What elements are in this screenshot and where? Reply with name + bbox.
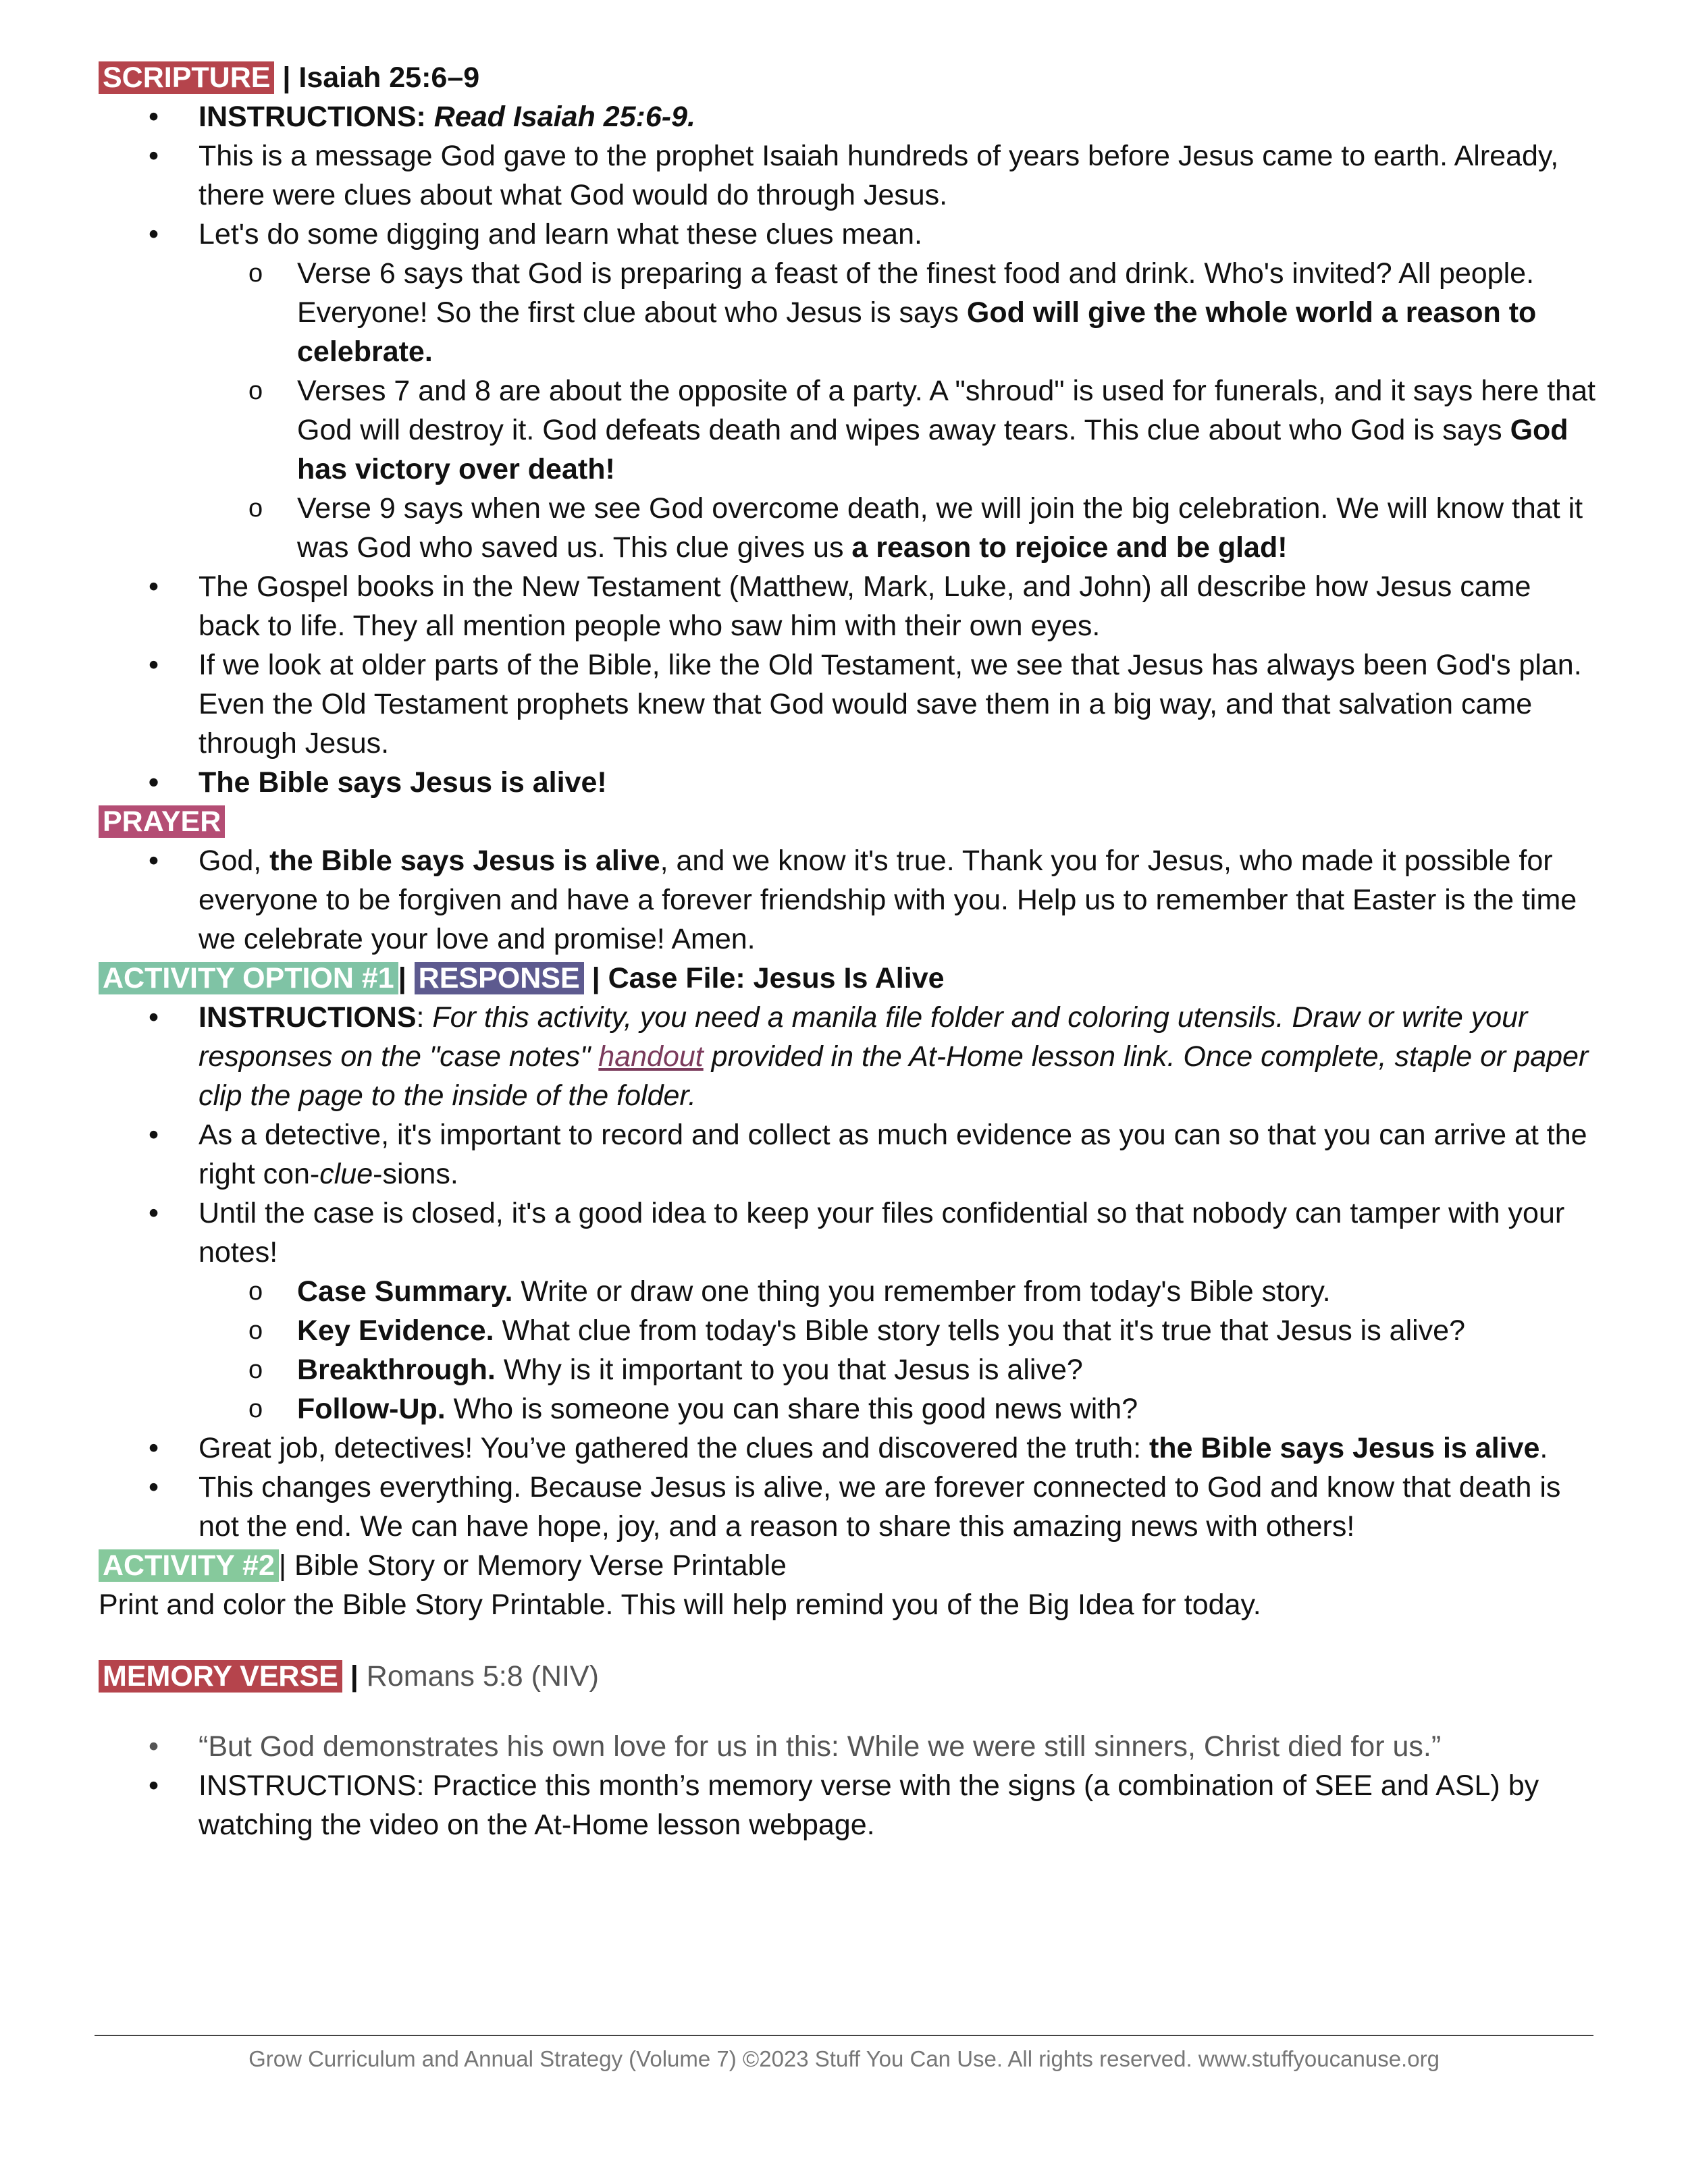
- response-tag: RESPONSE: [415, 962, 584, 994]
- activity1-tag: ACTIVITY OPTION #1: [99, 962, 398, 994]
- list-item: • Until the case is closed, it's a good idea to keep your files confidential so that nobody can tamper with your notes!: [99, 1194, 1598, 1272]
- activity2-title: | Bible Story or Memory Verse Printable: [278, 1549, 787, 1582]
- prayer-list: [99, 841, 1598, 959]
- list-item: • The Bible says Jesus is alive!: [99, 763, 1598, 802]
- prayer-tag: PRAYER: [99, 805, 225, 838]
- memory-verse-reference: Romans 5:8 (NIV): [366, 1660, 599, 1693]
- activity1-heading: ACTIVITY OPTION #1 | RESPONSE | Case File: Jesus Is Alive: [99, 959, 1598, 998]
- footer-text: Grow Curriculum and Annual Strategy (Volume 7) ©2023 Stuff You Can Use. All rights reserved. www.stuffyoucanuse.org: [248, 2046, 1440, 2071]
- memory-verse-list: [99, 1727, 1598, 1844]
- activity1-list: [99, 998, 1598, 1546]
- footer-divider: [95, 2035, 1593, 2036]
- sub-list-item: o Key Evidence. What clue from today's Bible story tells you that it's true that Jesus is alive?: [99, 1311, 1598, 1350]
- memory-verse-tag: MEMORY VERSE: [99, 1660, 342, 1693]
- list-item: • Great job, detectives! You’ve gathered the clues and discovered the truth: the Bible says Jesus is alive.: [99, 1429, 1598, 1468]
- sub-list-item: o Verses 7 and 8 are about the opposite of a party. A "shroud" is used for funerals, and it says here that God will destroy it. God defeats death and wipes away tears. This clue about who God is says God has victory over death!: [99, 371, 1598, 489]
- list-item: • INSTRUCTIONS: Read Isaiah 25:6-9.: [99, 97, 1598, 136]
- sub-list-item: o Breakthrough. Why is it important to you that Jesus is alive?: [99, 1350, 1598, 1389]
- activity2-heading: [99, 1546, 1598, 1585]
- list-item: • This changes everything. Because Jesus is alive, we are forever connected to God and know that death is not the end. We can have hope, joy, and a reason to share this amazing news with others!: [99, 1468, 1598, 1546]
- prayer-heading: [99, 802, 1598, 841]
- list-item: • INSTRUCTIONS: Practice this month’s memory verse with the signs (a combination of SEE and ASL) by watching the video on the At-Home lesson webpage.: [99, 1766, 1598, 1844]
- handout-link[interactable]: handout: [598, 1040, 704, 1073]
- sub-list-item: o Case Summary. Write or draw one thing you remember from today's Bible story.: [99, 1272, 1598, 1311]
- list-item: • As a detective, it's important to record and collect as much evidence as you can so that you can arrive at the right con-clue-sions.: [99, 1115, 1598, 1194]
- list-item: • God, the Bible says Jesus is alive, and we know it's true. Thank you for Jesus, who made it possible for everyone to be forgiven and have a forever friendship with you. Help us to remember that Easter is the time we celebrate your love and promise! Amen.: [99, 841, 1598, 959]
- memory-verse-heading: MEMORY VERSE | Romans 5:8 (NIV): [99, 1657, 1598, 1696]
- activity2-tag: ACTIVITY #2: [99, 1549, 279, 1582]
- document-page: [99, 58, 1598, 1844]
- activity2-text: Print and color the Bible Story Printable. This will help remind you of the Big Idea for today.: [99, 1589, 1261, 1621]
- list-item: • The Gospel books in the New Testament (Matthew, Mark, Luke, and John) all describe how Jesus came back to life. They all mention people who saw him with their own eyes.: [99, 567, 1598, 645]
- list-item: • “But God demonstrates his own love for us in this: While we were still sinners, Christ died for us.”: [99, 1727, 1598, 1766]
- sub-list-item: o Verse 6 says that God is preparing a feast of the finest food and drink. Who's invited? All people. Everyone! So the first clue about who Jesus is says God will give the whole world a reason to celebrate.: [99, 254, 1598, 371]
- list-item: • This is a message God gave to the prophet Isaiah hundreds of years before Jesus came to earth. Already, there were clues about what God would do through Jesus.: [99, 136, 1598, 215]
- sub-list-item: o Verse 9 says when we see God overcome death, we will join the big celebration. We will know that it was God who saved us. This clue gives us a reason to rejoice and be glad!: [99, 489, 1598, 567]
- list-item: • INSTRUCTIONS: For this activity, you need a manila file folder and coloring utensils. Draw or write your responses on the "case notes" handout provided in the At-Home lesson link. Once complete, staple or paper clip the page to the inside of the folder.: [99, 998, 1598, 1115]
- list-item: • Let's do some digging and learn what these clues mean.: [99, 215, 1598, 254]
- activity1-title: Case File: Jesus Is Alive: [608, 962, 945, 994]
- sub-list-item: o Follow-Up. Who is someone you can share this good news with?: [99, 1389, 1598, 1429]
- list-item: • If we look at older parts of the Bible, like the Old Testament, we see that Jesus has always been God's plan. Even the Old Testament prophets knew that God would save them in a big way, and that salvation came through Jesus.: [99, 645, 1598, 763]
- scripture-tag: SCRIPTURE: [99, 61, 274, 94]
- scripture-reference: Isaiah 25:6–9: [298, 61, 480, 94]
- scripture-list: [99, 97, 1598, 802]
- scripture-heading: SCRIPTURE | Isaiah 25:6–9: [99, 58, 1598, 97]
